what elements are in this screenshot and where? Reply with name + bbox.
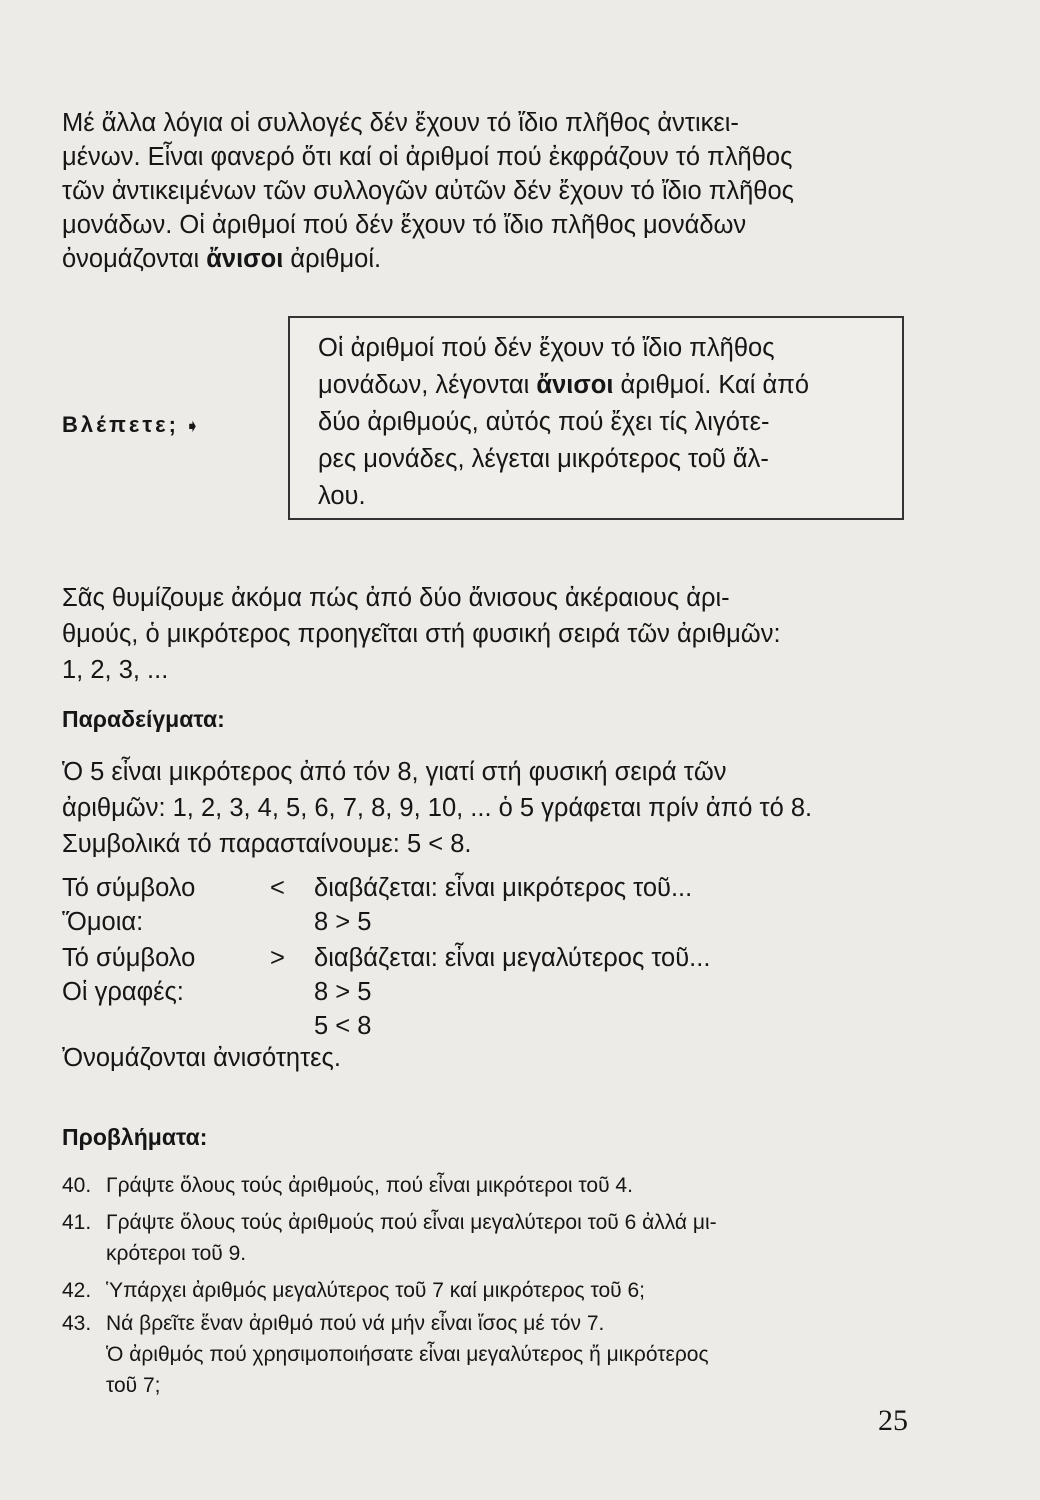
problem-number: 42. xyxy=(62,1279,92,1302)
closing-line: Ὀνομάζονται ἀνισότητες. xyxy=(62,1044,341,1072)
page-number: 25 xyxy=(878,1404,908,1437)
reminder-line: Σᾶς θυμίζουμε ἀκόμα πώς ἀπό δύο ἄνισους ἀκέραιους ἀρι- xyxy=(62,584,730,612)
arrow-right-icon: ➧ xyxy=(184,416,204,436)
problem-line: Ὑπάρχει ἀριθμός μεγαλύτερος τοῦ 7 καί μικρότερος τοῦ 6; xyxy=(106,1279,645,1302)
symbol-row-label: Τό σύμβολο xyxy=(62,944,196,972)
symbol-row-label: Ὅμοια: xyxy=(62,908,144,936)
definition-line: ρες μονάδες, λέγεται μικρότερος τοῦ ἄλ- xyxy=(318,445,769,473)
example-line: ἀριθμῶν: 1, 2, 3, 4, 5, 6, 7, 8, 9, 10, ... ὁ 5 γράφεται πρίν ἀπό τό 8. xyxy=(62,794,813,822)
example-line: Συμβολικά τό παρασταίνουμε: 5 < 8. xyxy=(62,830,472,858)
example-line: Ὁ 5 εἶναι μικρότερος ἀπό τόν 8, γιατί στή φυσική σειρά τῶν xyxy=(62,758,727,786)
problem-item xyxy=(62,1308,922,1401)
problem-line: Γράψτε ὅλους τούς ἀριθμούς πού εἶναι μεγαλύτεροι τοῦ 6 ἀλλά μι- xyxy=(106,1211,717,1234)
problem-line: Γράψτε ὅλους τούς ἀριθμούς, πού εἶναι μικρότεροι τοῦ 4. xyxy=(106,1174,633,1197)
intro-line: Μέ ἄλλα λόγια οἱ συλλογές δέν ἔχουν τό ἴδιο πλῆθος ἀντικει- xyxy=(62,109,739,137)
reminder-line: θμούς, ὁ μικρότερος προηγεῖται στή φυσική σειρά τῶν ἀριθμῶν: xyxy=(62,620,781,648)
intro-text: ὀνομάζονται xyxy=(62,245,207,273)
problem-text xyxy=(106,1275,922,1306)
reminder-line: 1, 2, 3, ... xyxy=(62,656,169,684)
definition-line xyxy=(318,367,888,404)
problem-line: κρότεροι τοῦ 9. xyxy=(106,1242,247,1265)
definition-text xyxy=(318,330,888,515)
symbol-row-text: διαβάζεται: εἶναι μικρότερος τοῦ... xyxy=(314,874,693,902)
problem-line: Ὁ ἀριθμός πού χρησιμοποιήσατε εἶναι μεγαλύτερος ἤ μικρότερος xyxy=(106,1343,709,1366)
greater-than-symbol: > xyxy=(270,944,285,972)
symbol-row-label: Οἱ γραφές: xyxy=(62,978,184,1006)
definition-term-unequal: ἄνισοι xyxy=(536,371,614,399)
intro-term-unequal: ἄνισοι xyxy=(206,245,284,273)
symbol-row-label: Τό σύμβολο xyxy=(62,874,196,902)
less-than-symbol: < xyxy=(270,874,285,902)
definition-text-part: μονάδων, λέγονται xyxy=(318,371,537,399)
intro-line: μονάδων. Οἱ ἀριθμοί πού δέν ἔχουν τό ἴδιο πλῆθος μονάδων xyxy=(62,211,747,239)
problem-number: 40. xyxy=(62,1174,92,1197)
example-paragraph xyxy=(62,754,922,862)
problem-number: 43. xyxy=(62,1312,92,1335)
problem-item xyxy=(62,1275,922,1306)
problem-item xyxy=(62,1207,922,1269)
definition-text-part: ἀριθμοί. Καί ἀπό xyxy=(613,371,810,399)
definition-line: Οἱ ἀριθμοί πού δέν ἔχουν τό ἴδιο πλῆθος xyxy=(318,334,775,362)
problem-line: τοῦ 7; xyxy=(106,1374,161,1397)
problem-text xyxy=(106,1170,922,1201)
symbol-row-text: 8 > 5 xyxy=(314,908,372,936)
problem-number: 41. xyxy=(62,1211,92,1234)
symbol-row-text: 5 < 8 xyxy=(314,1012,372,1040)
symbol-row-text: 8 > 5 xyxy=(314,978,372,1006)
examples-heading: Παραδείγματα: xyxy=(62,706,225,732)
intro-line-last xyxy=(62,242,922,276)
problems-list xyxy=(62,1170,922,1401)
see-label: Βλέπετε; xyxy=(62,412,179,437)
definition-box xyxy=(288,316,904,520)
reminder-paragraph xyxy=(62,580,922,688)
problem-text xyxy=(106,1207,922,1269)
intro-line: μένων. Εἶναι φανερό ὅτι καί οἱ ἀριθμοί πού ἐκφράζουν τό πλῆθος xyxy=(62,143,793,171)
see-callout xyxy=(62,412,203,438)
problems-heading: Προβλήματα: xyxy=(62,1124,208,1150)
intro-line: τῶν ἀντικειμένων τῶν συλλογῶν αὐτῶν δέν ἔχουν τό ἴδιο πλῆθος xyxy=(62,177,794,205)
definition-line: λου. xyxy=(318,482,366,510)
intro-text: ἀριθμοί. xyxy=(283,245,382,273)
symbol-row-text: διαβάζεται: εἶναι μεγαλύτερος τοῦ... xyxy=(314,944,711,972)
problem-line: Νά βρεῖτε ἕναν ἀριθμό πού νά μήν εἶναι ἴσος μέ τόν 7. xyxy=(106,1312,605,1335)
problem-text xyxy=(106,1308,922,1401)
definition-line: δύο ἀριθμούς, αὐτός πού ἔχει τίς λιγότε- xyxy=(318,408,770,436)
intro-paragraph xyxy=(62,106,922,276)
problem-item xyxy=(62,1170,922,1201)
